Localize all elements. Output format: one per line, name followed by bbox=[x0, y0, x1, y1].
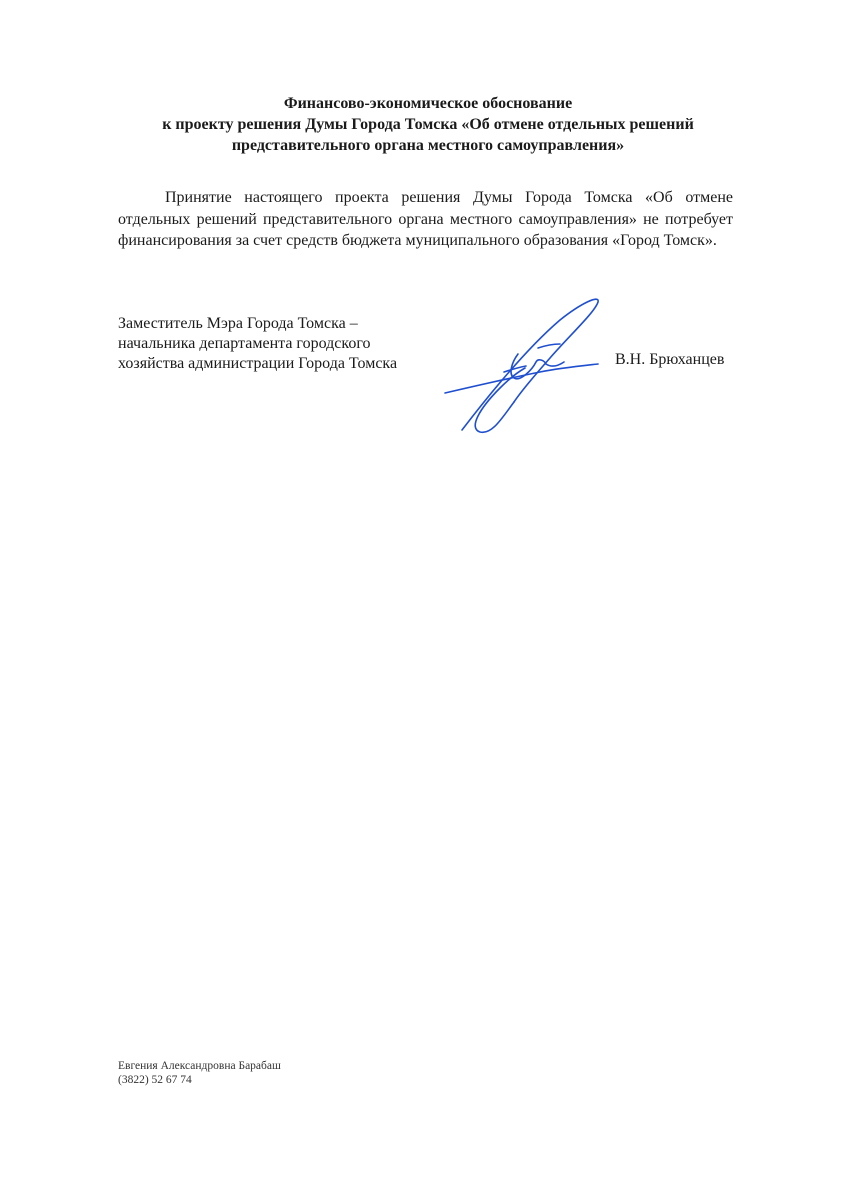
title-line-3: представительного органа местного самоуправления» bbox=[231, 137, 625, 154]
signer-position bbox=[118, 314, 397, 374]
signer-position-line-1: Заместитель Мэра Города Томска – bbox=[118, 315, 358, 332]
title-line-1: Финансово-экономическое обоснование bbox=[283, 95, 573, 112]
signer-position-line-2: начальника департамента городского bbox=[118, 335, 371, 352]
signer-name: В.Н. Брюханцев bbox=[615, 351, 725, 368]
document-title bbox=[118, 93, 738, 156]
handwritten-signature-icon bbox=[440, 290, 610, 440]
executor-info bbox=[118, 1059, 281, 1087]
document-body bbox=[118, 187, 733, 252]
body-line-3: финансирования за счет средств бюджета муниципального образования «Город Томск». bbox=[118, 232, 717, 249]
signer-position-line-3: хозяйства администрации Города Томска bbox=[118, 355, 398, 372]
executor-name: Евгения Александровна Барабаш bbox=[118, 1060, 281, 1072]
body-line-2: отдельных решений представительного органа местного самоуправления» не потребует bbox=[118, 210, 733, 228]
executor-phone: (3822) 52 67 74 bbox=[118, 1074, 192, 1086]
title-line-2: к проекту решения Думы Города Томска «Об отмене отдельных решений bbox=[162, 116, 694, 133]
body-line-1: Принятие настоящего проекта решения Думы Города Томска «Об отмене bbox=[165, 189, 733, 206]
